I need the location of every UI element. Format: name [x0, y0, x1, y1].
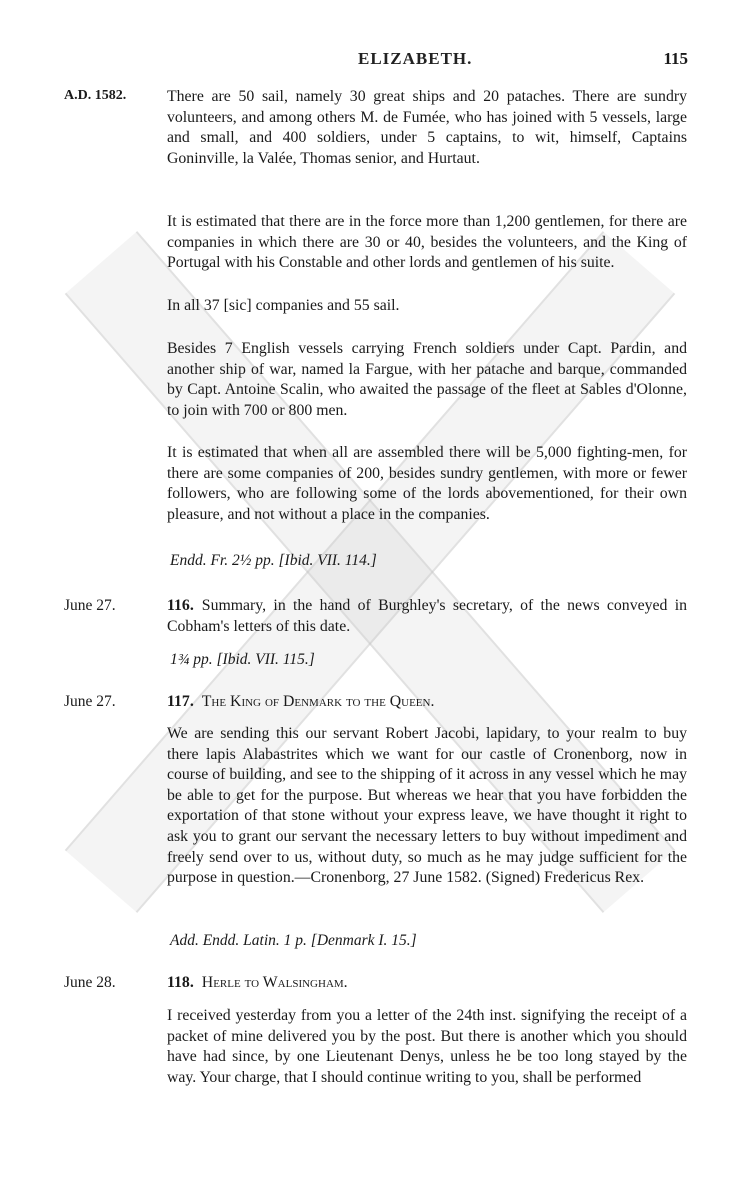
- running-title: ELIZABETH.: [358, 49, 473, 68]
- paragraph-text: There are 50 sail, namely 30 great ships and 20 pataches. There are sundry volunteers, and among others M. de Fumée, who has joined with 5 vessels, large and small, and 400 soldiers, under 5 captains, to wit, himself, Captains Goninville, la Valée, Thomas senior, and Hurtaut.: [167, 88, 687, 167]
- endorsement-114: Endd. Fr. 2½ pp. [Ibid. VII. 114.]: [170, 552, 377, 569]
- paragraph-fighting-men: [167, 443, 687, 525]
- paragraph-companies: [167, 296, 687, 317]
- entry-118-letter: [167, 1006, 687, 1088]
- margin-date-116: June 27.: [64, 597, 116, 614]
- entry-number: 117.: [167, 693, 194, 710]
- paragraph-text: In all 37 [sic] companies and 55 sail.: [167, 297, 400, 314]
- entry-116: [167, 596, 687, 637]
- margin-date-117: June 27.: [64, 693, 116, 710]
- entry-heading: The King of Denmark to the Queen.: [201, 693, 435, 710]
- page-header: [0, 49, 748, 73]
- entry-118-heading: [167, 973, 687, 994]
- entry-heading: Herle to Walsingham.: [201, 974, 348, 991]
- margin-date-118: June 28.: [64, 974, 116, 991]
- endorsement-115: 1¾ pp. [Ibid. VII. 115.]: [170, 651, 315, 668]
- paragraph-text: It is estimated that when all are assembled there will be 5,000 fighting-men, for there are some companies of 200, besides sundry gentlemen, with more or fewer followers, who are following some of the lords abovementioned, for their own pleasure, and not without a place in the companies.: [167, 444, 687, 523]
- entry-117-letter: [167, 724, 687, 889]
- entry-text: I received yesterday from you a letter of the 24th inst. signifying the receipt of a packet of mine delivered you by the post. But there is another which you should have had since, by one Lieutenant Denys, unless he be too long stayed by the way. Your charge, that I should continue writing to you, shall be performed: [167, 1007, 687, 1086]
- paragraph-text: Besides 7 English vessels carrying French soldiers under Capt. Pardin, and another ship of war, named la Fargue, with her patache and barque, commanded by Capt. Antoine Scalin, who awaited the passage of the fleet at Sables d'Olonne, to join with 700 or 800 men.: [167, 340, 687, 419]
- margin-year: A.D. 1582.: [64, 88, 127, 103]
- paragraph-fleet: [167, 87, 687, 169]
- paragraph-english-vessels: [167, 339, 687, 421]
- paragraph-text: It is estimated that there are in the force more than 1,200 gentlemen, for there are companies in which there are 30 or 40, besides the volunteers, and the King of Portugal with his Constable and other lords and gentlemen of his suite.: [167, 213, 687, 272]
- page-number: 115: [663, 49, 688, 68]
- entry-number: 118.: [167, 974, 194, 991]
- endorsement-denmark: Add. Endd. Latin. 1 p. [Denmark I. 15.]: [170, 932, 417, 949]
- entry-text: Summary, in the hand of Burghley's secretary, of the news conveyed in Cobham's letters of this date.: [167, 597, 687, 635]
- entry-number: 116.: [167, 597, 194, 614]
- entry-text: We are sending this our servant Robert Jacobi, lapidary, to your realm to buy there lapis Alabastrites which we want for our castle of Cronenborg, now in course of building, and see to the shipping of it across in any vessel which he may be able to get for the purpose. But whereas we hear that you have forbidden the exportation of that stone without your express leave, we have thought it right to ask you to grant our servant the necessary letters to buy without impediment and freely send over to us, without duty, so much as he may judge sufficient for the purpose in question.—Cronenborg, 27 June 1582. (Signed) Fredericus Rex.: [167, 725, 687, 887]
- entry-117-heading: [167, 692, 687, 713]
- paragraph-gentlemen: [167, 212, 687, 274]
